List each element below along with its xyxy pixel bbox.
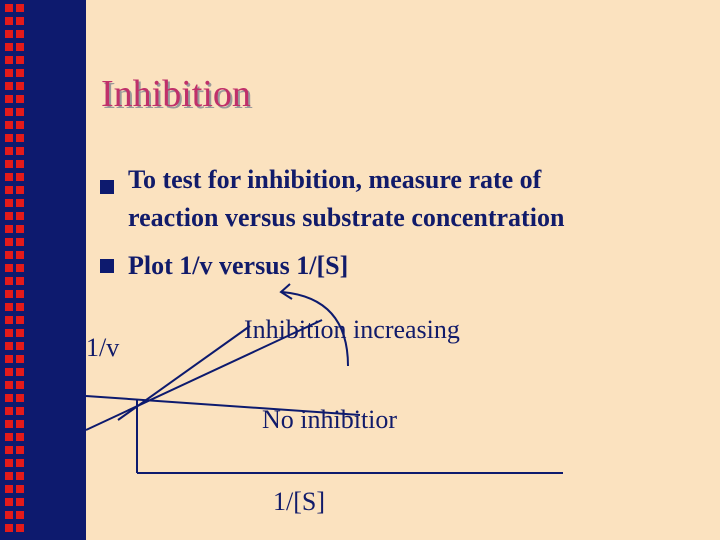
bullet-line-1: To test for inhibition, measure rate of bbox=[128, 165, 542, 194]
annotation-no-inhibition: No inhibitior bbox=[262, 405, 398, 434]
bullet-line-3: Plot 1/v versus 1/[S] bbox=[128, 251, 349, 280]
bullet-line-2: reaction versus substrate concentration bbox=[128, 203, 565, 232]
slide-title: Inhibition bbox=[101, 73, 251, 115]
annotation-inhibition-increasing: Inhibition increasing bbox=[244, 315, 460, 344]
x-axis-label: 1/[S] bbox=[273, 487, 325, 516]
y-axis-label: 1/v bbox=[86, 333, 120, 362]
